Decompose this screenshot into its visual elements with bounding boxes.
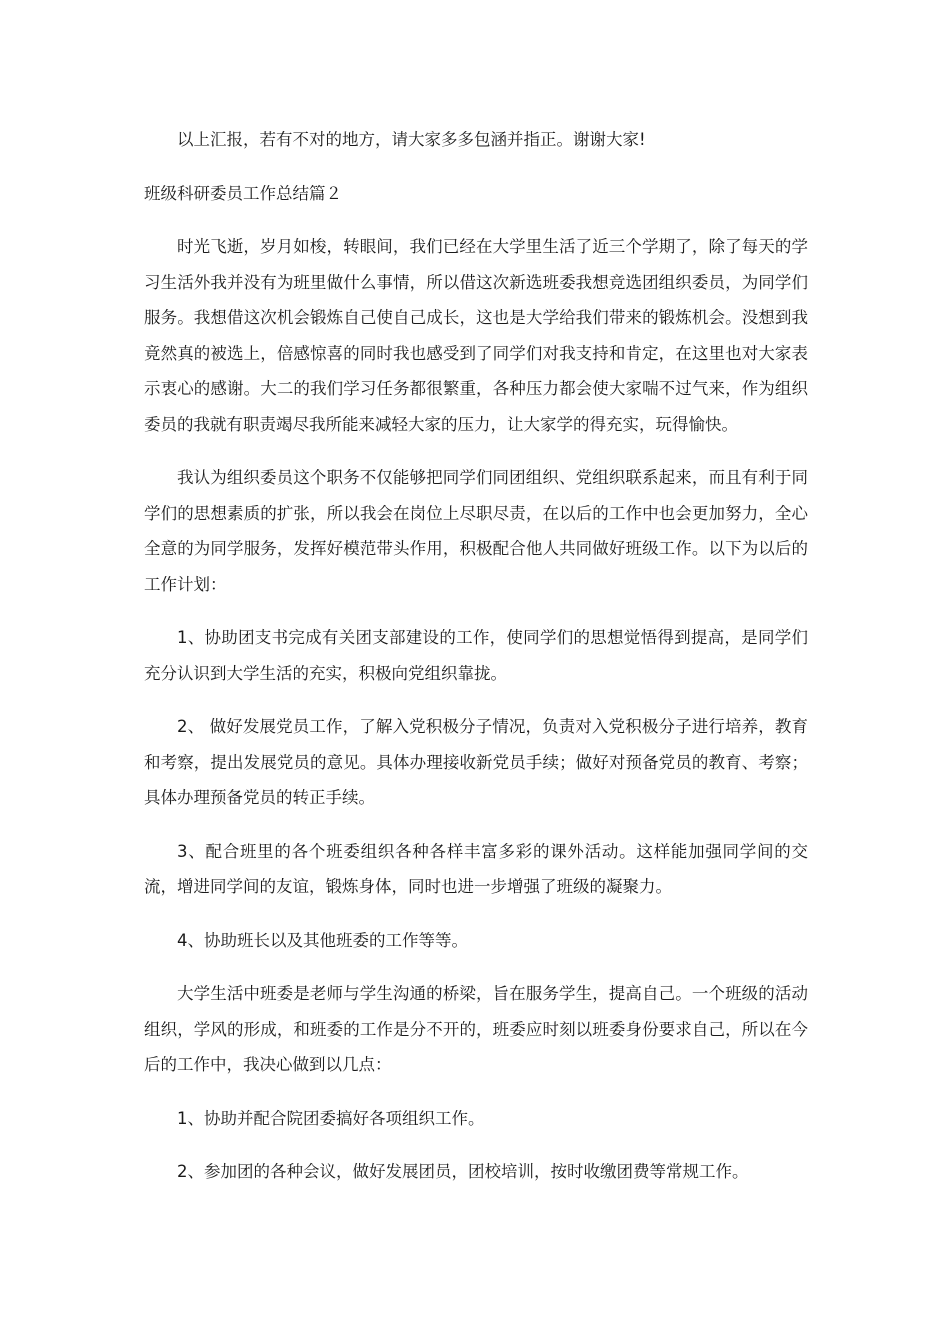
body-paragraph: 大学生活中班委是老师与学生沟通的桥梁，旨在服务学生，提高自己。一个班级的活动组织，学风的形成，和班委的工作是分不开的，班委应时刻以班委身份要求自己，所以在今后的工作中，我决心做到以几点： (144, 984, 808, 1074)
body-paragraph: 时光飞逝，岁月如梭，转眼间，我们已经在大学里生活了近三个学期了，除了每天的学习生活外我并没有为班里做什么事情，所以借这次新选班委我想竞选团组织委员，为同学们服务。我想借这次机会锻炼自己使自己成长，这也是大学给我们带来的锻炼机会。没想到我竟然真的被选上，倍感惊喜的同时我也感受到了同学们对我支持和肯定，在这里也对大家表示衷心的感谢。大二的我们学习任务都很繁重，各种压力都会使大家喘不过气来，作为组织委员的我就有职责竭尽我所能来减轻大家的压力，让大家学的得充实，玩得愉快。 (144, 237, 808, 434)
resolution-item: 1、协助并配合院团委搞好各项组织工作。 (177, 1108, 485, 1128)
plan-item: 3、配合班里的各个班委组织各种各样丰富多彩的课外活动。这样能加强同学间的交流，增进同学间的友谊，锻炼身体，同时也进一步增强了班级的凝聚力。 (144, 841, 808, 896)
resolution-item: 2、参加团的各种会议，做好发展团员，团校培训，按时收缴团费等常规工作。 (177, 1162, 749, 1181)
section-heading: 班级科研委员工作总结篇２ (144, 183, 342, 203)
plan-item: 2、 做好发展党员工作，了解入党积极分子情况，负责对入党积极分子进行培养，教育和考察，提出发展党员的意见。具体办理接收新党员手续；做好对预备党员的教育、考察；具体办理预备党员的转正手续。 (144, 717, 808, 807)
body-paragraph: 我认为组织委员这个职务不仅能够把同学们同团组织、党组织联系起来，而且有利于同学们的思想素质的扩张，所以我会在岗位上尽职尽责，在以后的工作中也会更加努力，全心全意的为同学服务，发挥好模范带头作用，积极配合他人共同做好班级工作。以下为以后的工作计划： (144, 468, 808, 594)
plan-item: 1、协助团支书完成有关团支部建设的工作，使同学们的思想觉悟得到提高，是同学们充分认识到大学生活的充实，积极向党组织靠拢。 (144, 628, 808, 683)
plan-item: 4、协助班长以及其他班委的工作等等。 (177, 930, 468, 950)
closing-paragraph: 以上汇报，若有不对的地方，请大家多多包涵并指正。谢谢大家! (177, 130, 646, 149)
document-body (144, 122, 808, 1208)
